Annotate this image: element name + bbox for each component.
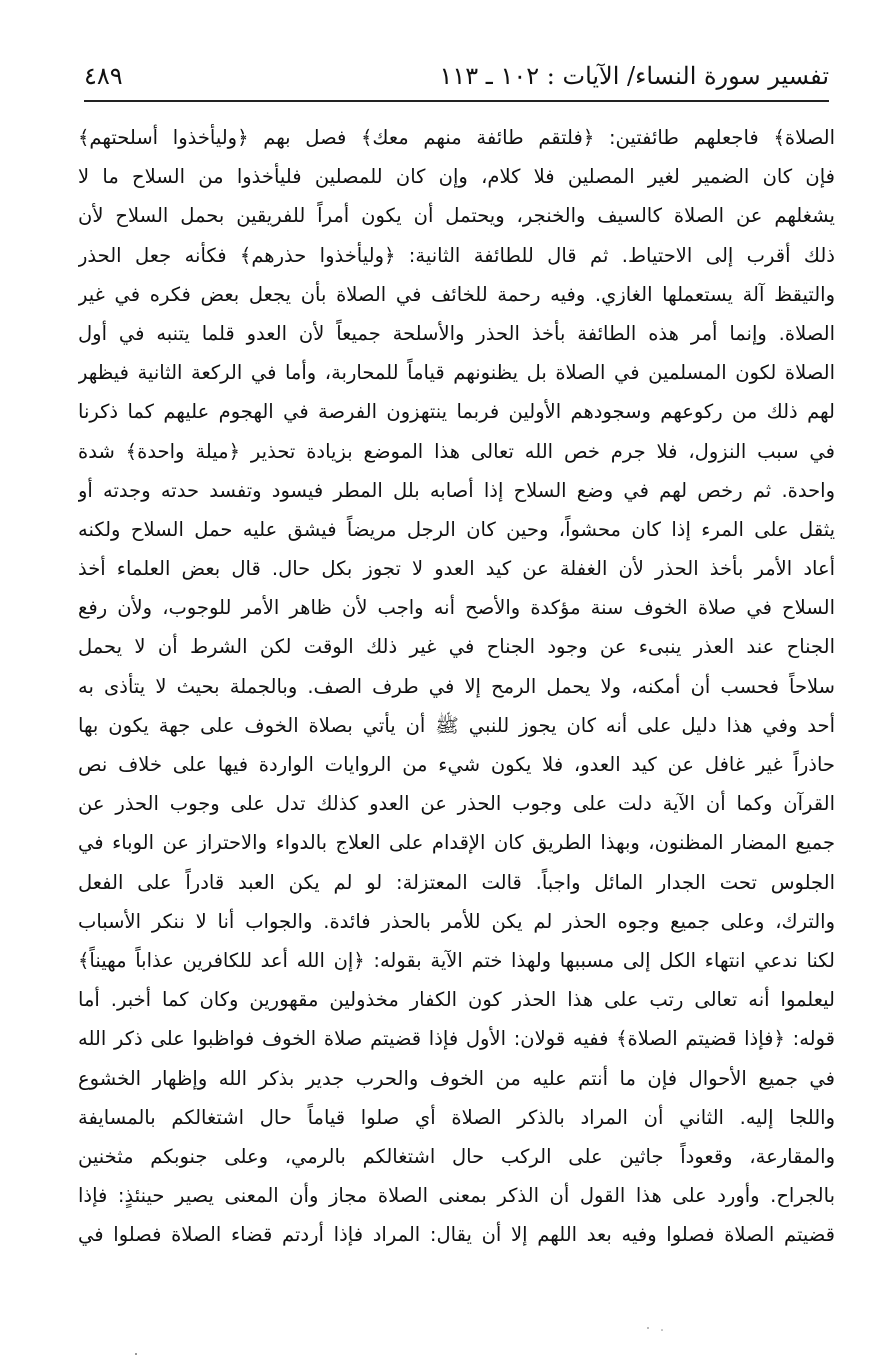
- header-divider: [84, 100, 829, 102]
- text-line: السلاح في صلاة الخوف سنة مؤكدة والأصح أنه واجب لأن ظاهر الأمر للوجوب، ولأن رفع: [78, 596, 835, 620]
- text-line: يثقل على المرء إذا كان محشواً، وحين كان الرجل مريضاً فيشق عليه حمل السلاح ولكنه: [78, 517, 835, 541]
- text-line: لهم ذلك من ركوعهم وسجودهم الأولين فربما ينتهزون الفرصة في الهجوم عليهم كما ذكرنا: [78, 400, 835, 424]
- text-line: واللجا إليه. الثاني أن المراد بالذكر الصلاة أي صلوا قياماً حال اشتغالكم بالمسايفة: [78, 1105, 835, 1129]
- text-line: فإن كان الضمير لغير المصلين فلا كلام، وإن كان للمصلين فليأخذوا من السلاح ما لا: [78, 165, 835, 189]
- text-line: بالجراح. وأورد على هذا القول أن الذكر بمعنى الصلاة مجاز وأن المعنى يصير حينئذٍ: فإذا: [78, 1184, 835, 1208]
- text-line: أعاد الأمر بأخذ الحذر لأن الغفلة عن كيد العدو لا تجوز بكل حال. قال بعض العلماء أخذ: [78, 557, 835, 581]
- text-line: والترك، وعلى جميع وجوه الحذر لم يكن للأمر بالحذر فائدة. والجواب أنا لا ننكر الأسباب: [78, 909, 835, 933]
- running-title: تفسير سورة النساء/ الآيات : ١٠٢ ـ ١١٣: [439, 62, 829, 90]
- text-line: أحد وفي هذا دليل على أنه كان يجوز للنبي ﷺ أن يأتي بصلاة الخوف على جهة يكون بها: [78, 713, 835, 737]
- scan-specks: [120, 1320, 720, 1360]
- text-line: جميع المضار المظنون، وبهذا الطريق كان الإقدام على العلاج بالدواء والاحتراز عن الوباء في: [78, 831, 835, 855]
- text-line: في جميع الأحوال فإن ما أنتم عليه من الخوف والحرب جدير بذكر الله وإظهار الخشوع: [78, 1066, 835, 1090]
- text-line: القرآن وكما أن الآية دلت على وجوب الحذر عن العدو كذلك تدل على وجوب الحذر عن: [78, 792, 835, 816]
- text-line: لكنا ندعي انتهاء الكل إلى مسببها ولهذا ختم الآية بقوله: ﴿إن الله أعد للكافرين عذاباً مهيناً﴾: [78, 948, 835, 972]
- page-header: [84, 58, 829, 102]
- text-line: والتيقظ آلة يستعملها الغازي. وفيه رحمة للخائف في الصلاة بأن يجعل بعض فكره في غير: [78, 282, 835, 306]
- text-line: قوله: ﴿فإذا قضيتم الصلاة﴾ ففيه قولان: الأول فإذا قضيتم صلاة الخوف فواظبوا على ذكر الله: [78, 1027, 835, 1051]
- text-line: الصلاة لكون المسلمين في الصلاة بل يظنونهم قياماً للمحاربة، وأما في الركعة الثانية فيظهر: [78, 361, 835, 385]
- text-line: يشغلهم عن الصلاة كالسيف والخنجر، ويحتمل أن يكون أمراً للفريقين بحمل السلاح لأن: [78, 204, 835, 228]
- text-line: الجناح عند العذر ينبىء عن وجود الجناح في غير ذلك الوقت لكن الشرط أن لا يحمل: [78, 635, 835, 659]
- page-number: ٤٨٩: [84, 62, 123, 90]
- text-line: الجلوس تحت الجدار المائل واجباً. قالت المعتزلة: لو لم يكن العبد قادراً على الفعل: [78, 870, 835, 894]
- text-line: الصلاة﴾ فاجعلهم طائفتين: ﴿فلتقم طائفة منهم معك﴾ فصل بهم ﴿وليأخذوا أسلحتهم﴾: [78, 126, 835, 149]
- text-line: واحدة. ثم رخص لهم في وضع السلاح إذا أصابه بلل المطر فيسود وتفسد حدته وجدته أو: [78, 478, 835, 502]
- text-line: سلاحاً فحسب أن أمكنه، ولا يحمل الرمح إلا في طرف الصف. وبالجملة بحيث لا يتأذى به: [78, 674, 835, 698]
- text-line: ذلك أقرب إلى الاحتياط. ثم قال للطائفة الثانية: ﴿وليأخذوا حذرهم﴾ فكأنه جعل الحذر: [78, 243, 835, 267]
- text-line: قضيتم الصلاة فصلوا وفيه بعد اللهم إلا أن يقال: المراد فإذا أردتم قضاء الصلاة فصلوا في: [78, 1223, 835, 1247]
- text-line: الصلاة. وإنما أمر هذه الطائفة بأخذ الحذر والأسلحة جميعاً لأن العدو قلما يتنبه في أول: [78, 321, 835, 345]
- text-line: ليعلموا أنه تعالى رتب على هذا الحذر كون الكفار مخذولين مقهورين وكان كما أخبر. أما: [78, 988, 835, 1012]
- body-text: [78, 118, 835, 1254]
- text-line: والمقارعة، وقعوداً جاثين على الركب حال اشتغالكم بالرمي، وعلى جنوبكم مثخنين: [78, 1144, 835, 1168]
- text-line: في سبب النزول، فلا جرم خص الله تعالى هذا الموضع بزيادة تحذير ﴿ميلة واحدة﴾ شدة: [78, 439, 835, 463]
- text-line: حاذراً غير غافل عن كيد العدو، فلا يكون شيء من الروايات الواردة فيها على خلاف نص: [78, 753, 835, 776]
